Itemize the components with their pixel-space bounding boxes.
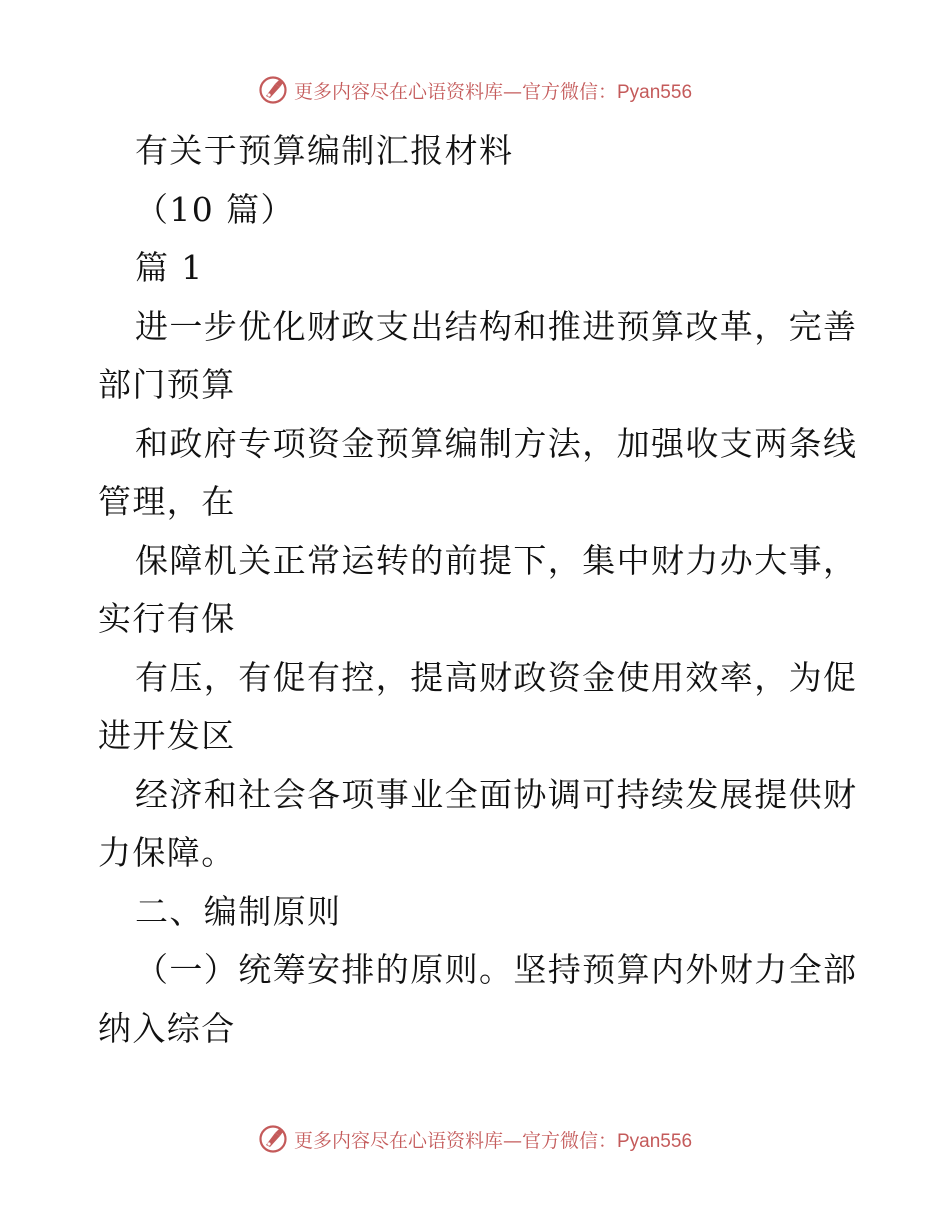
text-line: 有关于预算编制汇报材料 [135,131,514,170]
banner-text [294,1126,692,1153]
text-line: 经济和社会各项事业全面协调可持续发展提供财 [135,774,858,814]
header-banner [0,72,950,108]
text-line: 篇 1 [135,248,204,287]
text-line: （10 篇） [135,189,295,229]
footer-banner [0,1121,950,1157]
pen-nib-logo-icon [258,75,288,105]
text-line: 实行有保 [98,599,236,638]
text-line: 保障机关正常运转的前提下，集中财力办大事， [135,540,858,580]
text-line: 有压，有促有控，提高财政资金使用效率，为促 [135,657,858,697]
text-line: 管理，在 [98,482,236,521]
banner-text [294,77,692,104]
text-line: 二、编制原则 [135,891,342,931]
banner-account: Pyan556 [617,81,693,103]
document-body [98,122,858,1058]
text-line: 部门预算 [98,365,236,404]
text-line: 进开发区 [98,716,236,755]
text-line: 纳入综合 [98,1008,236,1048]
text-line: （一）统筹安排的原则。坚持预算内外财力全部 [135,950,858,989]
banner-account: Pyan556 [617,1130,693,1152]
text-line: 力保障。 [98,833,236,872]
text-line: 进一步优化财政支出结构和推进预算改革，完善 [135,306,858,346]
banner-label: 更多内容尽在心语资料库—官方微信： [293,1129,617,1152]
banner-label: 更多内容尽在心语资料库—官方微信： [293,80,617,103]
text-line: 和政府专项资金预算编制方法，加强收支两条线 [135,423,858,463]
pen-nib-logo-icon [258,1124,288,1154]
